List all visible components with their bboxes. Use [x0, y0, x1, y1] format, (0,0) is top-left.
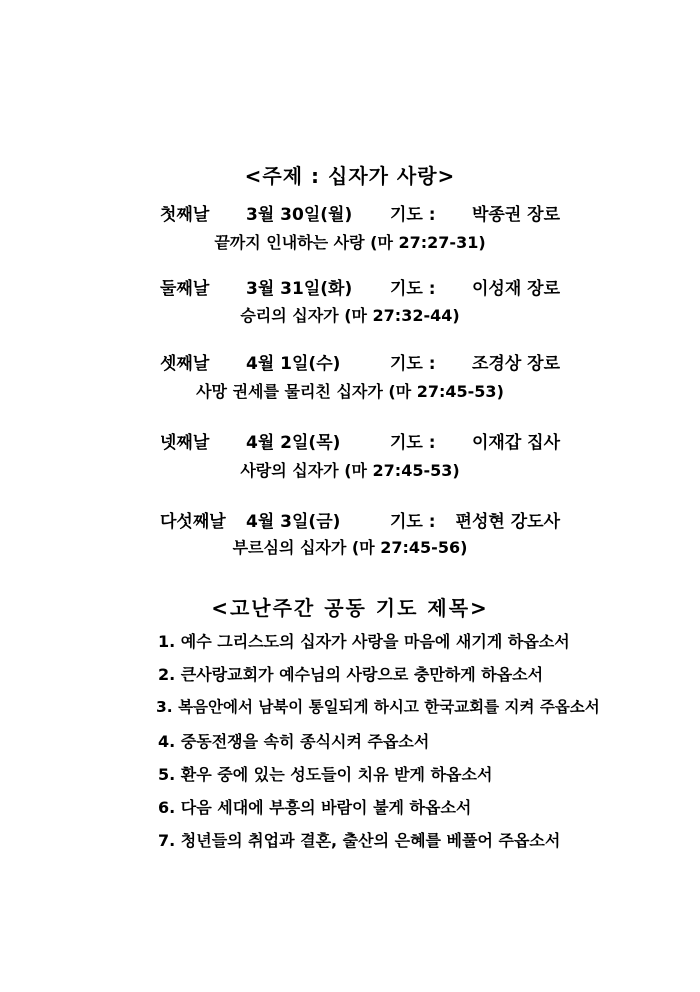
prayer-section-title: <고난주간 공동 기도 제목> — [211, 596, 489, 620]
day-sermon-title: 사랑의 십자가 (마 27:45-53) — [240, 461, 460, 480]
prayer-item: 1. 예수 그리스도의 십자가 사랑을 마음에 새기게 하옵소서 — [158, 632, 570, 651]
prayer-item: 7. 청년들의 취업과 결혼, 출산의 은혜를 베풀어 주옵소서 — [158, 831, 561, 850]
prayer-label: 기도 : — [390, 512, 436, 532]
day-entry — [160, 349, 560, 373]
day-entry — [160, 274, 560, 298]
day-name: 다섯째날 — [160, 512, 226, 532]
day-date: 4월 3일(금) — [246, 512, 341, 532]
day-date: 4월 2일(목) — [246, 433, 341, 453]
day-entry — [160, 200, 560, 224]
prayer-leader: 조경상 장로 — [471, 354, 560, 374]
prayer-leader: 박종권 장로 — [471, 205, 560, 225]
prayer-item: 2. 큰사랑교회가 예수님의 사랑으로 충만하게 하옵소서 — [158, 665, 544, 684]
day-sermon-title: 승리의 십자가 (마 27:32-44) — [240, 306, 460, 325]
prayer-label: 기도 : — [390, 354, 436, 374]
prayer-label: 기도 : — [390, 279, 436, 299]
prayer-item: 4. 중동전쟁을 속히 종식시켜 주옵소서 — [158, 732, 430, 751]
day-name: 둘째날 — [160, 279, 210, 299]
day-date: 3월 31일(화) — [246, 279, 353, 299]
day-sermon-title: 사망 권세를 물리친 십자가 (마 27:45-53) — [196, 382, 504, 401]
prayer-leader: 이성재 장로 — [471, 279, 560, 299]
day-date: 3월 30일(월) — [246, 205, 353, 225]
day-name: 넷째날 — [160, 433, 210, 453]
day-entry — [160, 428, 560, 452]
prayer-leader: 편성현 강도사 — [455, 512, 560, 532]
theme-title: <주제 : 십자가 사랑> — [244, 164, 456, 188]
prayer-label: 기도 : — [390, 205, 436, 225]
prayer-item: 6. 다음 세대에 부흥의 바람이 불게 하옵소서 — [158, 798, 472, 817]
day-sermon-title: 부르심의 십자가 (마 27:45-56) — [232, 538, 468, 557]
prayer-item: 5. 환우 중에 있는 성도들이 치유 받게 하옵소서 — [158, 765, 493, 784]
prayer-leader: 이재갑 집사 — [471, 433, 560, 453]
prayer-item: 3. 복음안에서 남북이 통일되게 하시고 한국교회를 지켜 주옵소서 — [156, 698, 600, 716]
prayer-label: 기도 : — [390, 433, 436, 453]
day-entry — [160, 507, 560, 531]
day-date: 4월 1일(수) — [246, 354, 341, 374]
day-name: 첫째날 — [160, 205, 210, 225]
day-name: 셋째날 — [160, 354, 210, 374]
day-sermon-title: 끝까지 인내하는 사랑 (마 27:27-31) — [214, 233, 486, 252]
